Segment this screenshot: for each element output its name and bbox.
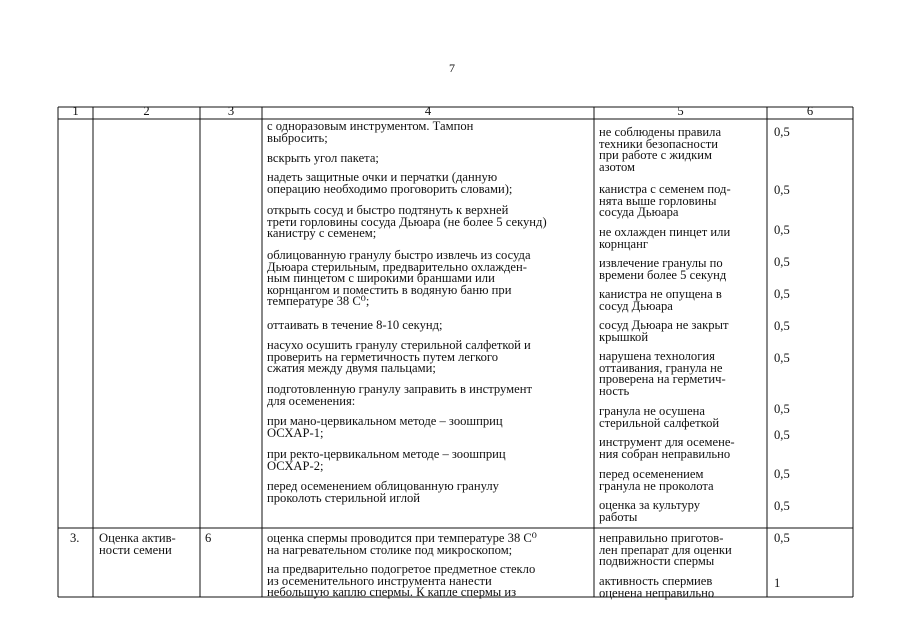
error-text: оценка за культуру работы bbox=[599, 498, 701, 524]
header-col-5: 5 bbox=[677, 104, 684, 118]
error-text: перед осеменением гранула не проколота bbox=[599, 467, 714, 493]
error-text: гранула не осушена стерильной салфеткой bbox=[599, 404, 720, 430]
header-col-3: 3 bbox=[227, 104, 235, 118]
row-number: 3. bbox=[70, 531, 80, 545]
action-text: облицованную гранулу быстро извлечь из сосуда Дьюара стерильным, предварительно охлажден- ным пинцетом с широкими браншами или корнцангом и поместить в водяную баню при температуре 38 С⁰; bbox=[267, 248, 531, 309]
action-text: подготовленную гранулу заправить в инструмент для осеменения: bbox=[267, 382, 532, 408]
error-text: неправильно приготов- лен препарат для оценки подвижности спермы bbox=[599, 531, 732, 569]
criterion-name: Оценка актив- ности семени bbox=[99, 531, 176, 557]
action-text: при ректо-цервикальном методе – зоошприц ОСХАР-2; bbox=[267, 447, 506, 473]
error-text: нарушена технология оттаивания, гранула не проверена на герметич- ность bbox=[599, 349, 726, 398]
points-value: 0,5 bbox=[774, 351, 790, 365]
points-value: 0,5 bbox=[774, 125, 790, 139]
action-text: насухо осушить гранулу стерильной салфеткой и проверить на герметичность путем легкого сжатия между двумя пальцами; bbox=[267, 338, 531, 376]
error-text: канистра с семенем под- нята выше горловины сосуда Дьюара bbox=[599, 182, 731, 220]
action-text: перед осеменением облицованную гранулу проколоть стерильной иглой bbox=[267, 479, 499, 505]
points-value: 1 bbox=[774, 576, 781, 590]
error-text: сосуд Дьюара не закрыт крышкой bbox=[599, 318, 729, 344]
points-value: 0,5 bbox=[774, 499, 790, 513]
error-text: извлечение гранулы по времени более 5 секунд bbox=[599, 256, 727, 282]
action-text: открыть сосуд и быстро подтянуть к верхней трети горловины сосуда Дьюара (не более 5 секунд) канистру с семенем; bbox=[267, 203, 547, 241]
header-col-4: 4 bbox=[424, 104, 432, 118]
points-value: 0,5 bbox=[774, 255, 790, 269]
points-value: 0,5 bbox=[774, 223, 790, 237]
points-value: 0,5 bbox=[774, 467, 790, 481]
header-col-2: 2 bbox=[143, 104, 150, 118]
action-text: вскрыть угол пакета; bbox=[267, 151, 379, 165]
action-text: с одноразовым инструментом. Тампон выбросить; bbox=[267, 119, 474, 145]
header-col-6: 6 bbox=[806, 104, 814, 118]
points-value: 0,5 bbox=[774, 428, 790, 442]
action-text: надеть защитные очки и перчатки (данную операцию необходимо проговорить словами); bbox=[267, 170, 513, 196]
points-value: 0,5 bbox=[774, 287, 790, 301]
error-text: канистра не опущена в сосуд Дьюара bbox=[599, 287, 722, 313]
action-text: при мано-цервикальном методе – зоошприц ОСХАР-1; bbox=[267, 414, 503, 440]
max-score: 6 bbox=[205, 531, 212, 545]
action-text: оценка спермы проводится при температуре 38 С⁰ на нагревательном столике под микроскопом; bbox=[267, 531, 537, 557]
error-text: активность спермиев оценена неправильно bbox=[599, 574, 715, 600]
error-text: не охлажден пинцет или корнцанг bbox=[599, 225, 731, 251]
action-text: на предварительно подогретое предметное стекло из осеменительного инструмента нанести небольшую каплю спермы. К капле спермы из bbox=[267, 562, 536, 600]
page-number: 7 bbox=[449, 61, 455, 75]
action-text: оттаивать в течение 8-10 секунд; bbox=[267, 318, 443, 332]
header-col-1: 1 bbox=[72, 104, 79, 118]
error-text: не соблюдены правила техники безопасности при работе с жидким азотом bbox=[599, 125, 722, 174]
error-text: инструмент для осемене- ния собран неправильно bbox=[599, 435, 735, 461]
points-value: 0,5 bbox=[774, 183, 790, 197]
points-value: 0,5 bbox=[774, 531, 790, 545]
points-value: 0,5 bbox=[774, 319, 790, 333]
points-value: 0,5 bbox=[774, 402, 790, 416]
